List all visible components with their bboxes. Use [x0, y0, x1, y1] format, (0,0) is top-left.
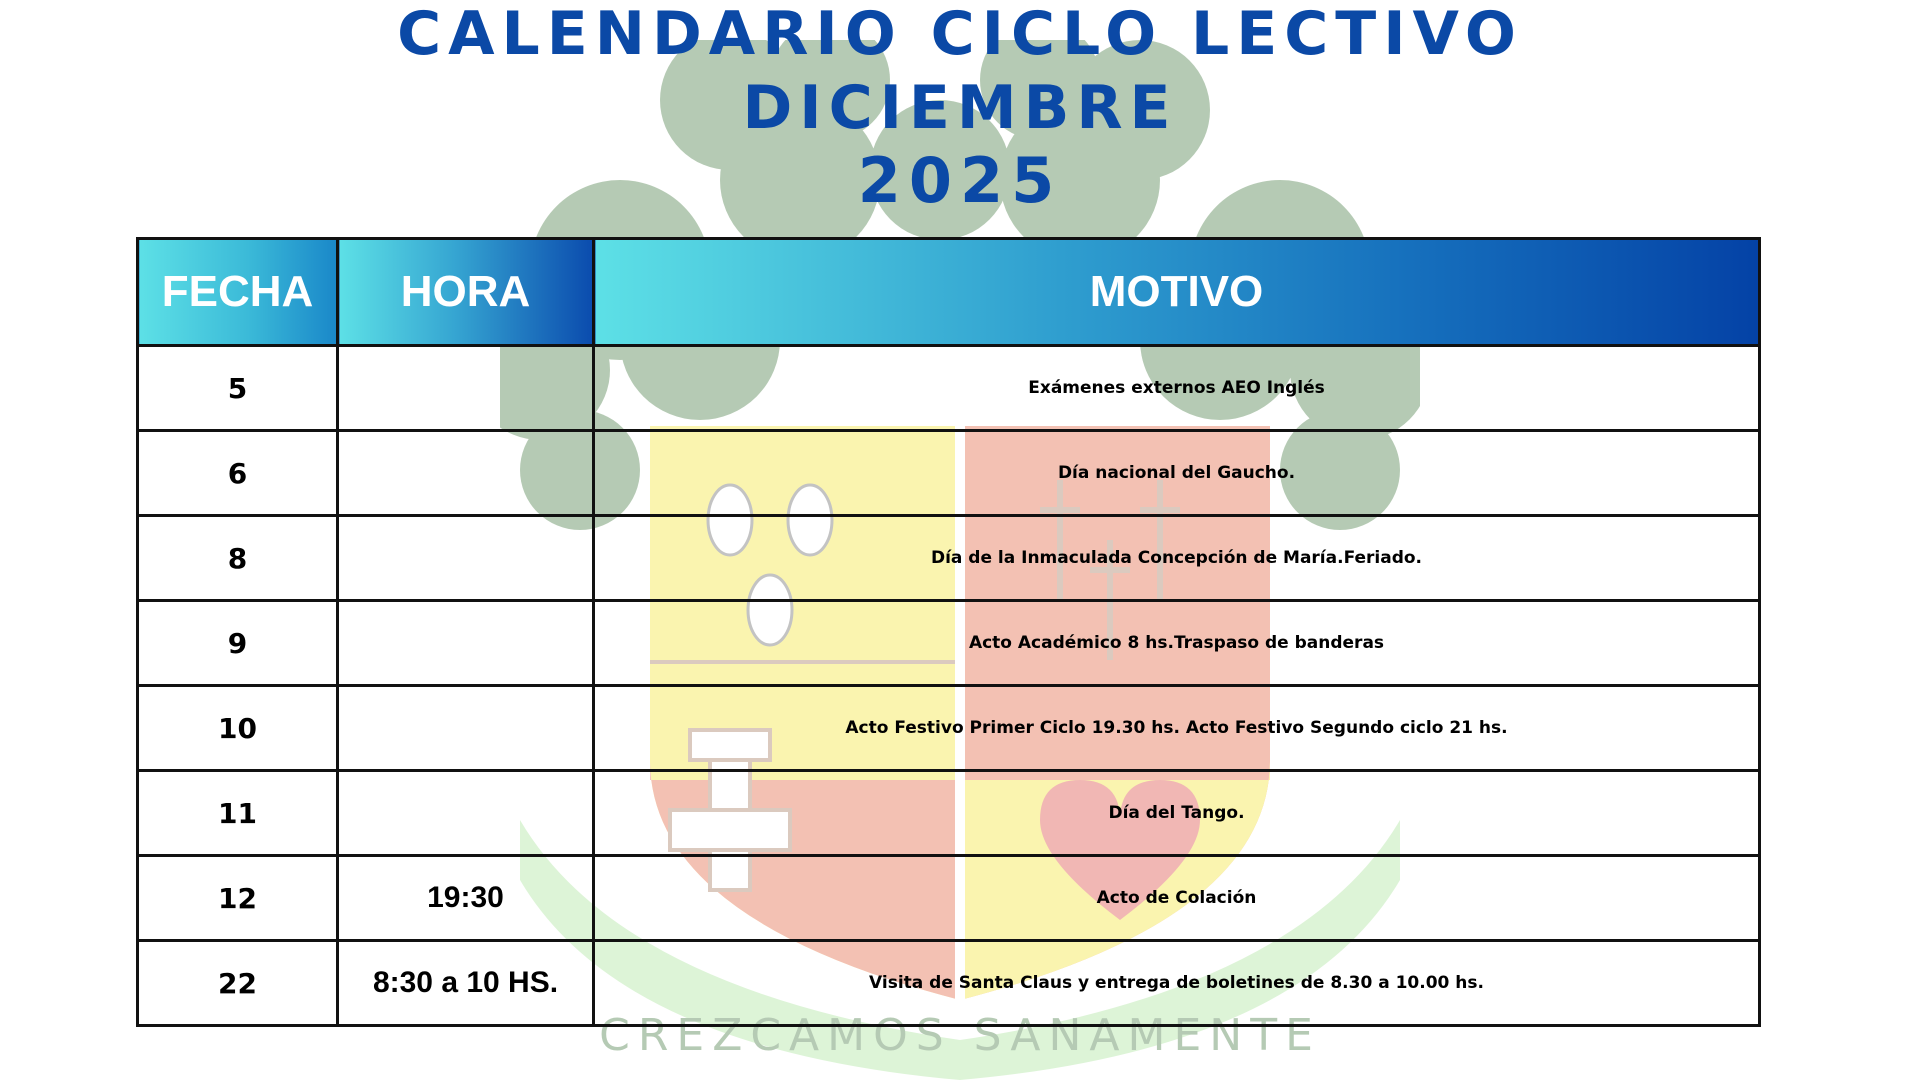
- cell-hora: [338, 431, 594, 516]
- cell-hora: [338, 346, 594, 431]
- table-row: [138, 771, 1760, 856]
- cell-fecha: 10: [138, 686, 338, 771]
- cell-fecha: 11: [138, 771, 338, 856]
- calendar-year: 2025: [857, 144, 1063, 217]
- cell-hora: [338, 686, 594, 771]
- cell-hora: [338, 516, 594, 601]
- cell-motivo: Día nacional del Gaucho.: [594, 431, 1760, 516]
- cell-fecha: 12: [138, 856, 338, 941]
- cell-hora: [338, 601, 594, 686]
- table-row: [138, 346, 1760, 431]
- table-row: [138, 431, 1760, 516]
- cell-motivo: Día del Tango.: [594, 771, 1760, 856]
- table-row: [138, 516, 1760, 601]
- cell-fecha: 5: [138, 346, 338, 431]
- table-row: [138, 941, 1760, 1026]
- column-header-motivo: MOTIVO: [594, 239, 1760, 346]
- cell-motivo: Acto de Colación: [594, 856, 1760, 941]
- table-header-row: [138, 239, 1760, 346]
- column-header-fecha: FECHA: [138, 239, 338, 346]
- cell-fecha: 8: [138, 516, 338, 601]
- crest-motto: CREZCAMOS SANAMENTE: [599, 1010, 1321, 1061]
- column-header-hora: HORA: [338, 239, 594, 346]
- cell-hora: [338, 771, 594, 856]
- cell-motivo: Acto Académico 8 hs.Traspaso de banderas: [594, 601, 1760, 686]
- calendar-table: [136, 237, 1761, 1027]
- calendar-month: DICIEMBRE: [742, 73, 1178, 143]
- table-row: [138, 856, 1760, 941]
- calendar-title: CALENDARIO CICLO LECTIVO: [397, 0, 1523, 69]
- cell-hora: 8:30 a 10 HS.: [338, 941, 594, 1026]
- cell-motivo: Acto Festivo Primer Ciclo 19.30 hs. Acto Festivo Segundo ciclo 21 hs.: [594, 686, 1760, 771]
- cell-motivo: Día de la Inmaculada Concepción de María.Feriado.: [594, 516, 1760, 601]
- cell-motivo: Exámenes externos AEO Inglés: [594, 346, 1760, 431]
- table-row: [138, 686, 1760, 771]
- cell-motivo: Visita de Santa Claus y entrega de boletines de 8.30 a 10.00 hs.: [594, 941, 1760, 1026]
- cell-fecha: 22: [138, 941, 338, 1026]
- cell-fecha: 6: [138, 431, 338, 516]
- cell-fecha: 9: [138, 601, 338, 686]
- cell-hora: 19:30: [338, 856, 594, 941]
- table-row: [138, 601, 1760, 686]
